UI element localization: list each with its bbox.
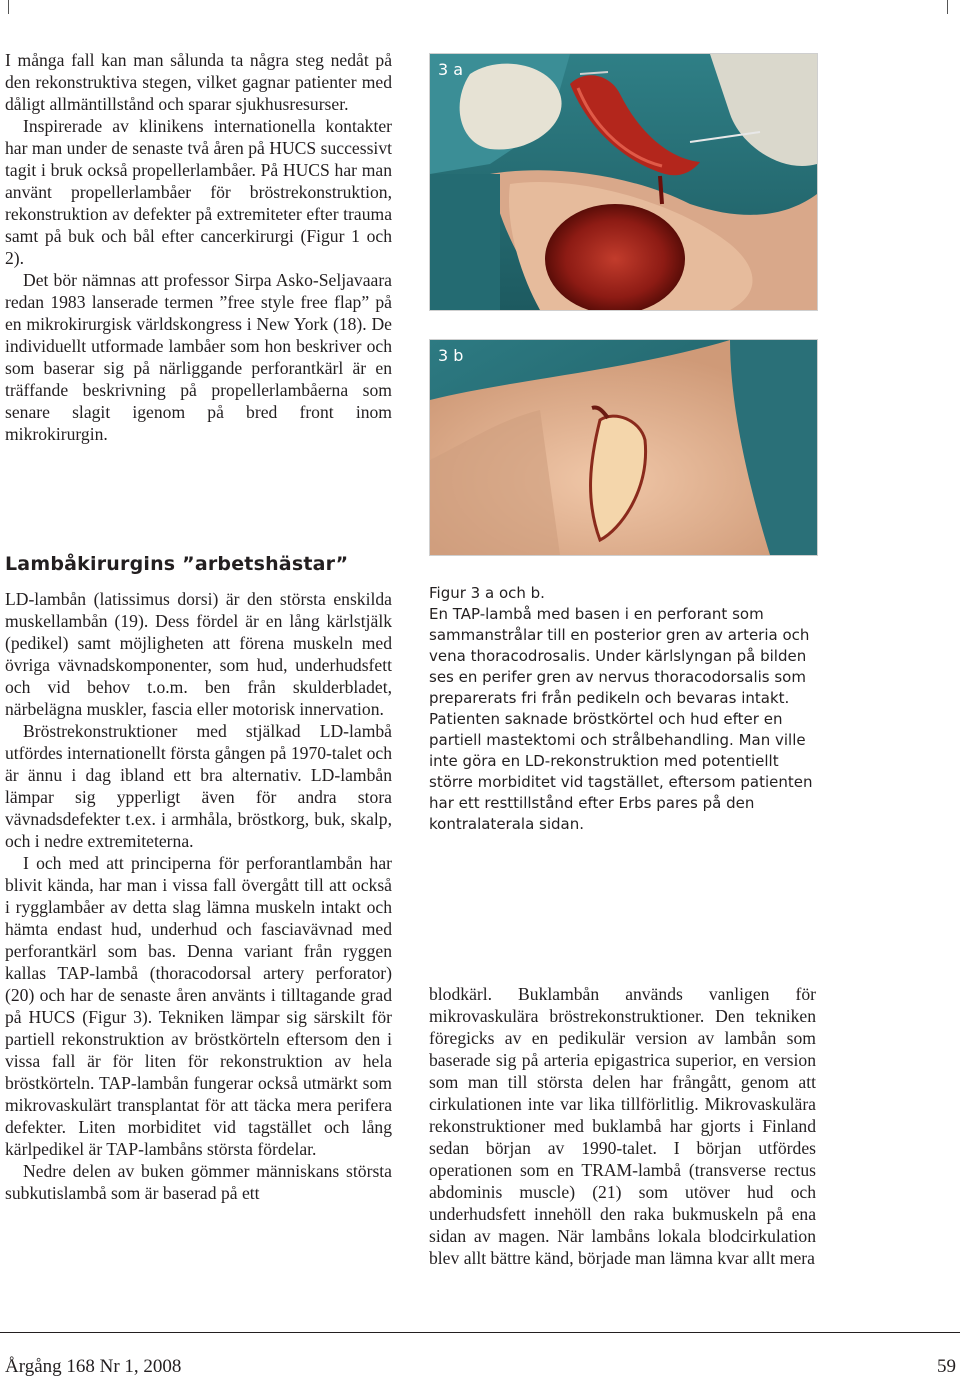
paragraph: Nedre delen av buken gömmer människans största subkutislambå som är baserad på ett — [5, 1161, 392, 1203]
left-column-section — [5, 588, 392, 1204]
paragraph: Bröstrekonstruktioner med stjälkad LD-lambå utfördes internationellt första gången på 1970-talet och är ännu i dag ibland ett bra alternativ. LD-lambån lämpar sig ypperligt även för andra stora vävnadsdefekter t.ex. i armhåla, bröstkorg, buk, skalp, och i nedre extremiteterna. — [5, 721, 392, 851]
figure-caption — [429, 583, 819, 835]
crop-mark-right — [947, 0, 948, 14]
figure-label-3b: 3 b — [438, 346, 464, 365]
caption-body: En TAP-lambå med basen i en perforant som sammanstrålar till en posterior gren av arteria och vena thoracodrosalis. Under kärlslyngan på bilden ses en perifer gren av nervus thoracodorsalis som preparerats fri från pedikeln och bevaras intakt. Patienten saknade bröstkörtel och hud efter en partiell mastektomi och strålbehandling. Man ville inte göra en LD-rekonstruktion med potentiellt större morbiditet vid tagstället, eftersom patienten har ett resttillstånd efter Erbs pares på den kontralaterala sidan. — [429, 605, 813, 833]
crop-mark-left — [8, 0, 9, 14]
caption-title: Figur 3 a och b. — [429, 584, 545, 602]
issue-label: Årgång 168 Nr 1, 2008 — [5, 1356, 182, 1377]
figure-3b-photo — [429, 339, 818, 556]
paragraph: Inspirerade av klinikens internationella kontakter har man under de senaste två åren på HUCS successivt tagit i bruk också propellerlambåer. På HUCS har man använt propellerlambåer för bröstrekonstruktion, rekonstruktion av defekter på extremiteter efter trauma samt på buk och bål efter cancerkirurgi (Figur 1 och 2). — [5, 116, 392, 268]
paragraph: LD-lambån (latissimus dorsi) är den största enskilda muskellambån (19). Dess fördel är en lång kärlstjälk (pedikel) samt möjligheten att förena muskeln med övriga vävnadskomponenter, som hud, underhudsfett och vid behov t.o.m. ben från skulderbladet, närbelägna muskler, fascia eller motorisk innervation. — [5, 589, 392, 719]
surgery-photo-3b — [430, 340, 817, 555]
left-column-top — [5, 49, 392, 445]
figure-3a-photo — [429, 53, 818, 311]
page-number: 59 — [937, 1356, 956, 1377]
footer-rule — [0, 1332, 960, 1333]
paragraph: I många fall kan man sålunda ta några steg nedåt på den rekonstruktiva stegen, vilket gagnar patienter med dåligt allmäntillstånd och sparar sjukhusresurser. — [5, 50, 392, 114]
surgery-photo-3a — [430, 54, 817, 310]
figure-label-3a: 3 a — [438, 60, 464, 79]
section-heading: Lambåkirurgins ”arbetshästar” — [5, 553, 349, 575]
right-column — [429, 983, 816, 1269]
paragraph: I och med att principerna för perforantlambån har blivit kända, har man i vissa fall övergått till att också i rygglambåer av detta slag lämna muskeln intakt och hämta endast hud, underhud och fasciavävnad med perforantkärl som bas. Denna variant från ryggen kallas TAP-lambå (thoracodorsal artery perforator) (20) och har de senaste åren använts i tilltagande grad på HUCS (Figur 3). Tekniken lämpar sig särskilt för partiell rekonstruktion av bröstkörteln eftersom den i vissa fall är för liten för rekonstruktion av hela bröstkörteln. TAP-lambån fungerar också utmärkt som mikrovaskulärt transplantat för att täcka mera perifera defekter. Liten morbiditet vid tagstället och lång kärlpedikel är TAP-lambåns största fördelar. — [5, 853, 392, 1159]
paragraph: blodkärl. Buklambån används vanligen för mikrovaskulära bröstrekonstruktioner. Den tekniken föregicks av en pedikulär version av lambån som baserade sig på arteria epigastrica superior, en version som man till största delen har frångått, genom att cirkulationen inte var lika tillförlitlig. Mikrovaskulära rekonstruktioner med buklambå har gjorts i Finland sedan början av 1990-talet. I början utfördes operationen som en TRAM-lambå (transverse rectus abdominis muscle) (21) som utöver hud och underhudsfett innehöll den raka bukmuskeln på ena sidan av magen. När lambåns lokala blodcirkulation blev allt bättre känd, började man lämna kvar allt mera — [429, 984, 816, 1268]
paragraph: Det bör nämnas att professor Sirpa Asko-Seljavaara redan 1983 lanserade termen ”free style free flap” på en mikrokirurgisk världskongress i New York (18). De individuellt utformade lambåer som hon beskriver och som baserar sig på närliggande perforantkärl är en träffande beskrivning på propellerlambåerna som senare slagit igenom på bred front inom mikrokirurgin. — [5, 270, 392, 444]
